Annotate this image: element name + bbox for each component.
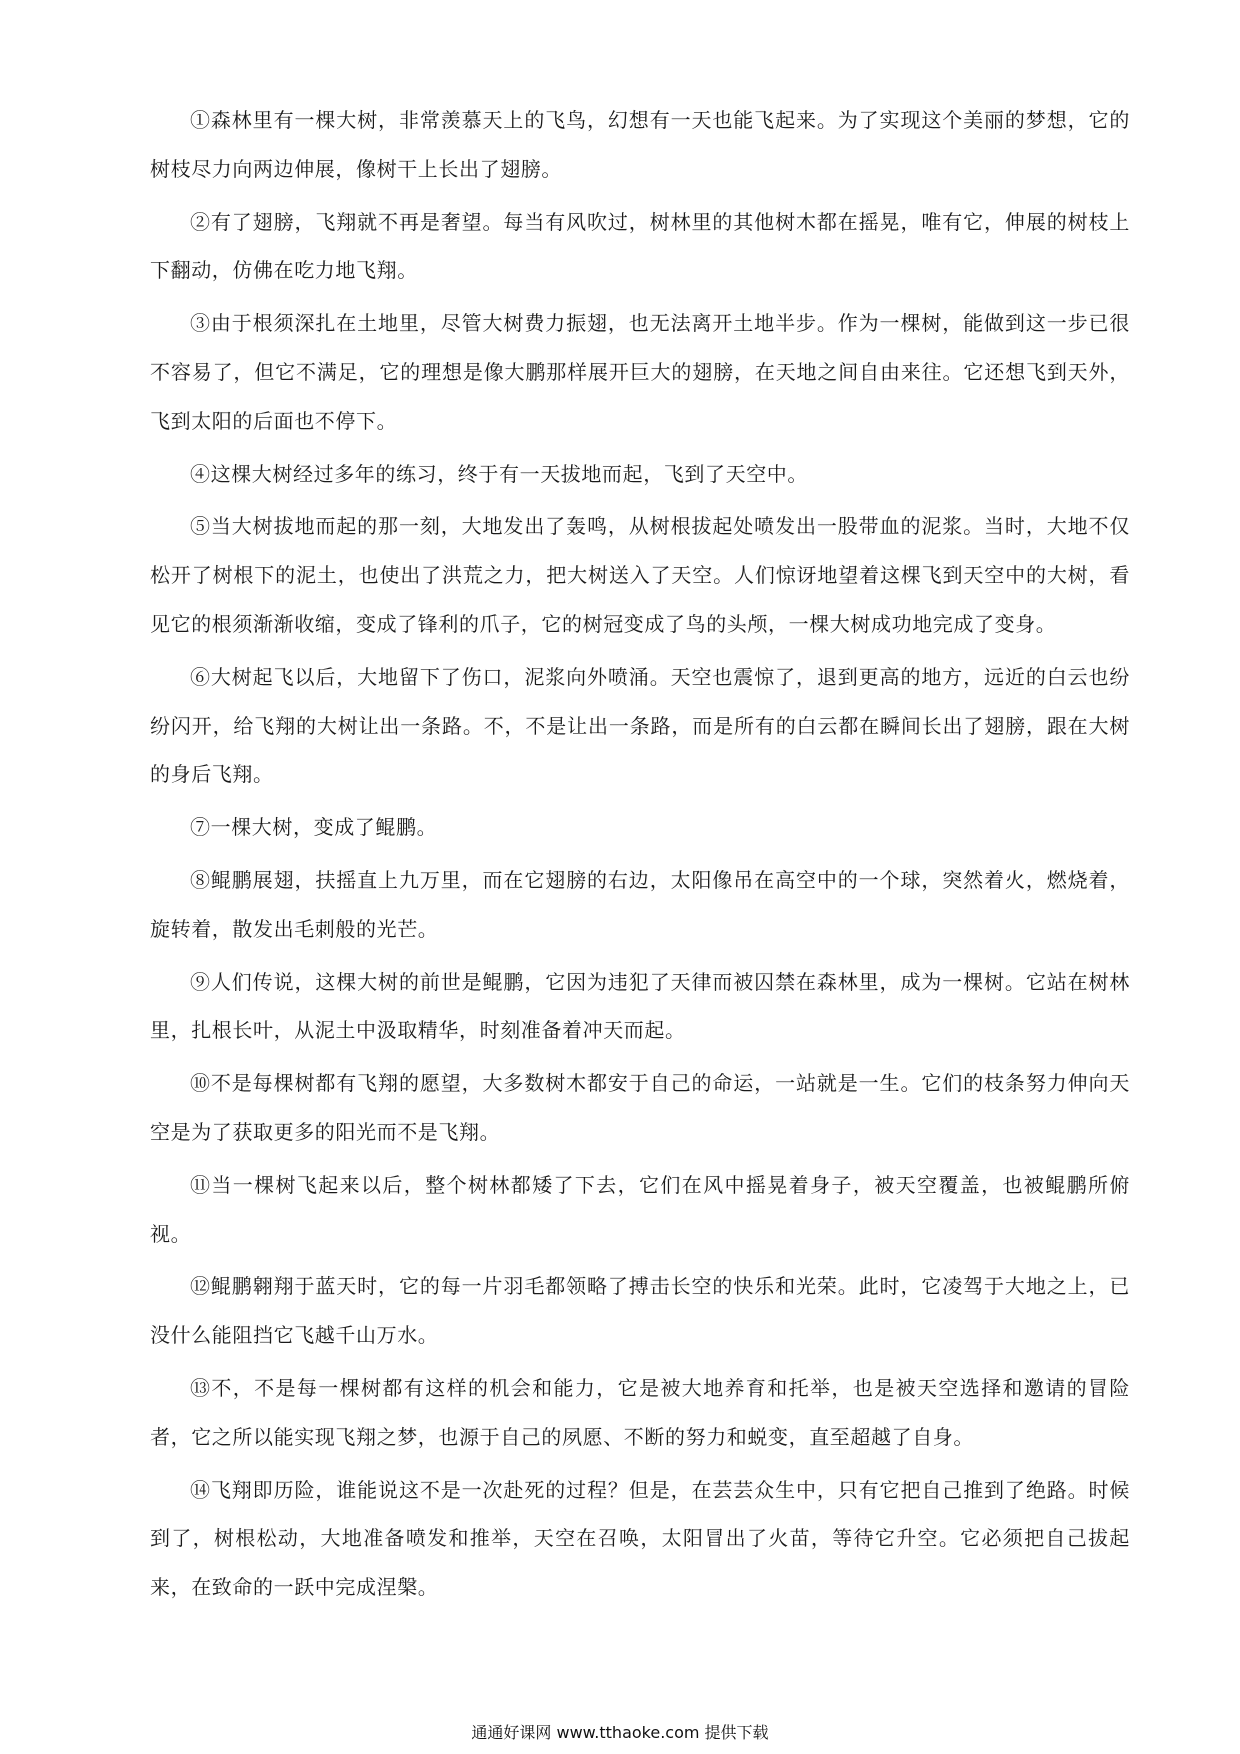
paragraph-12: ⑫鲲鹏翱翔于蓝天时，它的每一片羽毛都领略了搏击长空的快乐和光荣。此时，它凌驾于大地之上，已没什么能阻挡它飞越千山万水。: [150, 1274, 1130, 1348]
paragraph-9: ⑨人们传说，这棵大树的前世是鲲鹏，它因为违犯了天律而被囚禁在森林里，成为一棵树。它站在树林里，扎根长叶，从泥土中汲取精华，时刻准备着冲天而起。: [150, 969, 1130, 1043]
article-body: [150, 96, 1130, 1616]
paragraph-14: ⑭飞翔即历险，谁能说这不是一次赴死的过程？但是，在芸芸众生中，只有它把自己推到了绝路。时候到了，树根松动，大地准备喷发和推举，天空在召唤，太阳冒出了火苗，等待它升空。它必须把自己拔起来，在致命的一跃中完成涅槃。: [150, 1477, 1130, 1600]
paragraph-5: ⑤当大树拔地而起的那一刻，大地发出了轰鸣，从树根拔起处喷发出一股带血的泥浆。当时，大地不仅松开了树根下的泥土，也使出了洪荒之力，把大树送入了天空。人们惊讶地望着这棵飞到天空中的大树，看见它的根须渐渐收缩，变成了锋利的爪子，它的树冠变成了鸟的头颅，一棵大树成功地完成了变身。: [150, 514, 1130, 636]
paragraph-3: ③由于根须深扎在土地里，尽管大树费力振翅，也无法离开土地半步。作为一棵树，能做到这一步已很不容易了，但它不满足，它的理想是像大鹏那样展开巨大的翅膀，在天地之间自由来往。它还想飞到天外，飞到太阳的后面也不停下。: [150, 311, 1130, 433]
paragraph-2: ②有了翅膀，飞翔就不再是奢望。每当有风吹过，树林里的其他树木都在摇晃，唯有它，伸展的树枝上下翻动，仿佛在吃力地飞翔。: [150, 209, 1130, 283]
paragraph-4: ④这棵大树经过多年的练习，终于有一天拔地而起，飞到了天空中。: [190, 461, 808, 486]
page-footer: 通通好课网 www.tthaoke.com 提供下载: [471, 1723, 769, 1742]
paragraph-1: ①森林里有一棵大树，非常羡慕天上的飞鸟，幻想有一天也能飞起来。为了实现这个美丽的梦想，它的树枝尽力向两边伸展，像树干上长出了翅膀。: [150, 108, 1130, 181]
paragraph-13: ⑬不，不是每一棵树都有这样的机会和能力，它是被大地养育和托举，也是被天空选择和邀请的冒险者，它之所以能实现飞翔之梦，也源于自己的夙愿、不断的努力和蜕变，直至超越了自身。: [150, 1375, 1130, 1449]
paragraph-8: ⑧鲲鹏展翅，扶摇直上九万里，而在它翅膀的右边，太阳像吊在高空中的一个球，突然着火，燃烧着，旋转着，散发出毛刺般的光芒。: [150, 867, 1130, 941]
paragraph-10: ⑩不是每棵树都有飞翔的愿望，大多数树木都安于自己的命运，一站就是一生。它们的枝条努力伸向天空是为了获取更多的阳光而不是飞翔。: [150, 1071, 1130, 1144]
paragraph-7: ⑦一棵大树，变成了鲲鹏。: [190, 815, 438, 840]
paragraph-11: ⑪当一棵树飞起来以后，整个树林都矮了下去，它们在风中摇晃着身子，被天空覆盖，也被鲲鹏所俯视。: [150, 1172, 1130, 1246]
paragraph-6: ⑥大树起飞以后，大地留下了伤口，泥浆向外喷涌。天空也震惊了，退到更高的地方，远近的白云也纷纷闪开，给飞翔的大树让出一条路。不，不是让出一条路，而是所有的白云都在瞬间长出了翅膀，跟在大树的身后飞翔。: [150, 664, 1130, 787]
